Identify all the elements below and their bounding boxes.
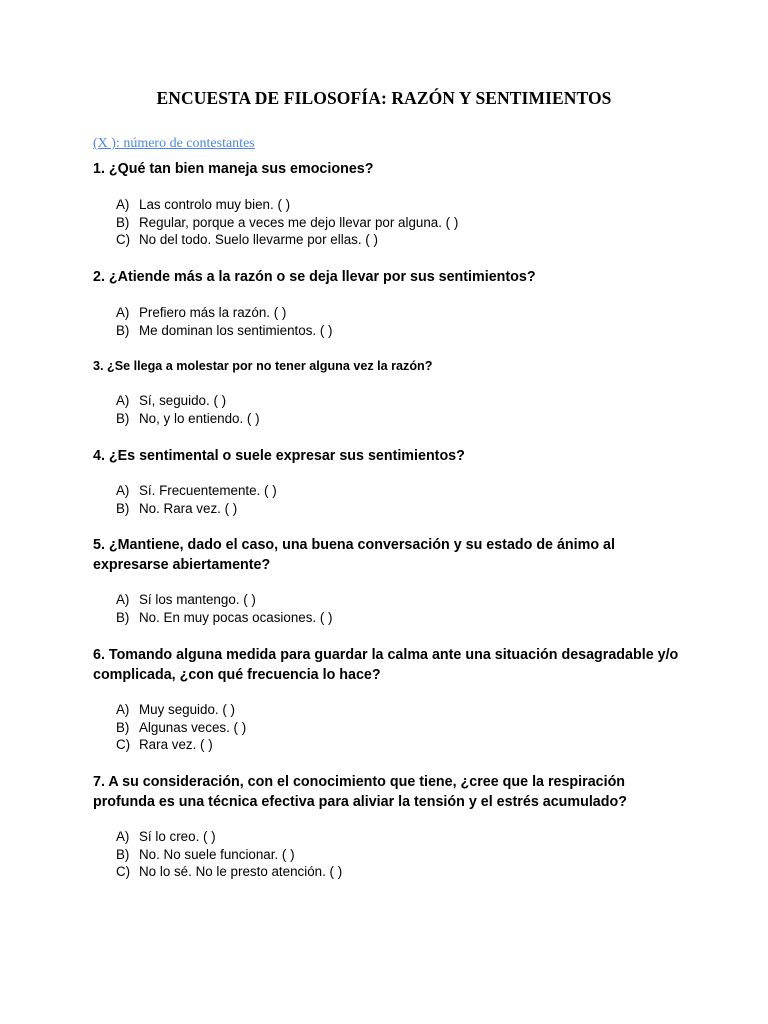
option-item [116, 322, 333, 340]
option-letter: A) [116, 197, 130, 212]
option-letter: B) [116, 719, 130, 735]
option-letter: C) [116, 864, 131, 880]
document-title: ENCUESTA DE FILOSOFÍA: RAZÓN Y SENTIMIENTOS [156, 88, 612, 108]
option-text: No. Rara vez. ( ) [139, 500, 238, 516]
question-3-options [116, 392, 260, 427]
question-3: 3. ¿Se llega a molestar por no tener alguna vez la razón? [93, 359, 433, 373]
option-item [116, 701, 246, 719]
option-text: No del todo. Suelo llevarme por ellas. ( ) [139, 232, 378, 248]
question-7-options [116, 828, 342, 881]
option-text: Sí, seguido. ( ) [139, 393, 227, 408]
question-1-options [116, 196, 458, 249]
question-6-options [116, 701, 246, 754]
option-text: Me dominan los sentimientos. ( ) [139, 322, 333, 338]
respondents-note: (X ): número de contestantes [93, 136, 255, 151]
option-item [116, 828, 342, 846]
question-2-options [116, 304, 333, 339]
option-text: No, y lo entiendo. ( ) [139, 410, 260, 426]
option-item [116, 482, 277, 500]
option-item [116, 591, 333, 609]
option-item [116, 196, 458, 214]
option-text: Sí los mantengo. ( ) [139, 592, 256, 607]
option-letter: C) [116, 737, 131, 753]
option-letter: B) [116, 609, 130, 625]
option-letter: A) [116, 305, 130, 320]
option-text: Sí. Frecuentemente. ( ) [139, 483, 277, 498]
question-2: 2. ¿Atiende más a la razón o se deja llevar por sus sentimientos? [93, 269, 536, 285]
option-item [116, 719, 246, 737]
option-item [116, 231, 458, 249]
option-item [116, 500, 277, 518]
option-item [116, 392, 260, 410]
option-text: Algunas veces. ( ) [139, 719, 247, 735]
option-text: Prefiero más la razón. ( ) [139, 305, 287, 320]
question-5: 5. ¿Mantiene, dado el caso, una buena conversación y su estado de ánimo al expresarse abiertamente? [93, 537, 615, 573]
option-item [116, 304, 333, 322]
option-text: Las controlo muy bien. ( ) [139, 197, 291, 212]
option-text: Sí lo creo. ( ) [139, 829, 216, 844]
option-text: Muy seguido. ( ) [139, 702, 236, 717]
option-item [116, 736, 246, 754]
option-letter: A) [116, 483, 130, 498]
question-1: 1. ¿Qué tan bien maneja sus emociones? [93, 161, 374, 177]
option-letter: B) [116, 322, 130, 338]
option-letter: B) [116, 846, 130, 862]
option-letter: A) [116, 829, 130, 844]
question-4-options [116, 482, 277, 517]
option-letter: A) [116, 702, 130, 717]
option-text: No. No suele funcionar. ( ) [139, 846, 295, 862]
question-4: 4. ¿Es sentimental o suele expresar sus sentimientos? [93, 448, 465, 464]
question-6: 6. Tomando alguna medida para guardar la calma ante una situación desagradable y/o complicada, ¿con qué frecuencia lo hace? [93, 647, 679, 683]
option-text: No lo sé. No le presto atención. ( ) [139, 864, 343, 880]
option-item [116, 846, 342, 864]
option-letter: B) [116, 500, 130, 516]
option-item [116, 214, 458, 232]
option-letter: A) [116, 592, 130, 607]
option-text: Regular, porque a veces me dejo llevar por alguna. ( ) [139, 214, 459, 230]
option-letter: B) [116, 410, 130, 426]
option-letter: A) [116, 393, 130, 408]
question-5-options [116, 591, 333, 626]
option-letter: B) [116, 214, 130, 230]
option-text: No. En muy pocas ocasiones. ( ) [139, 609, 333, 625]
option-item [116, 410, 260, 428]
option-item [116, 609, 333, 627]
option-item [116, 863, 342, 881]
option-text: Rara vez. ( ) [139, 737, 213, 753]
option-letter: C) [116, 232, 131, 248]
question-7: 7. A su consideración, con el conocimiento que tiene, ¿cree que la respiración profunda es una técnica efectiva para aliviar la tensión y el estrés acumulado? [93, 774, 627, 810]
